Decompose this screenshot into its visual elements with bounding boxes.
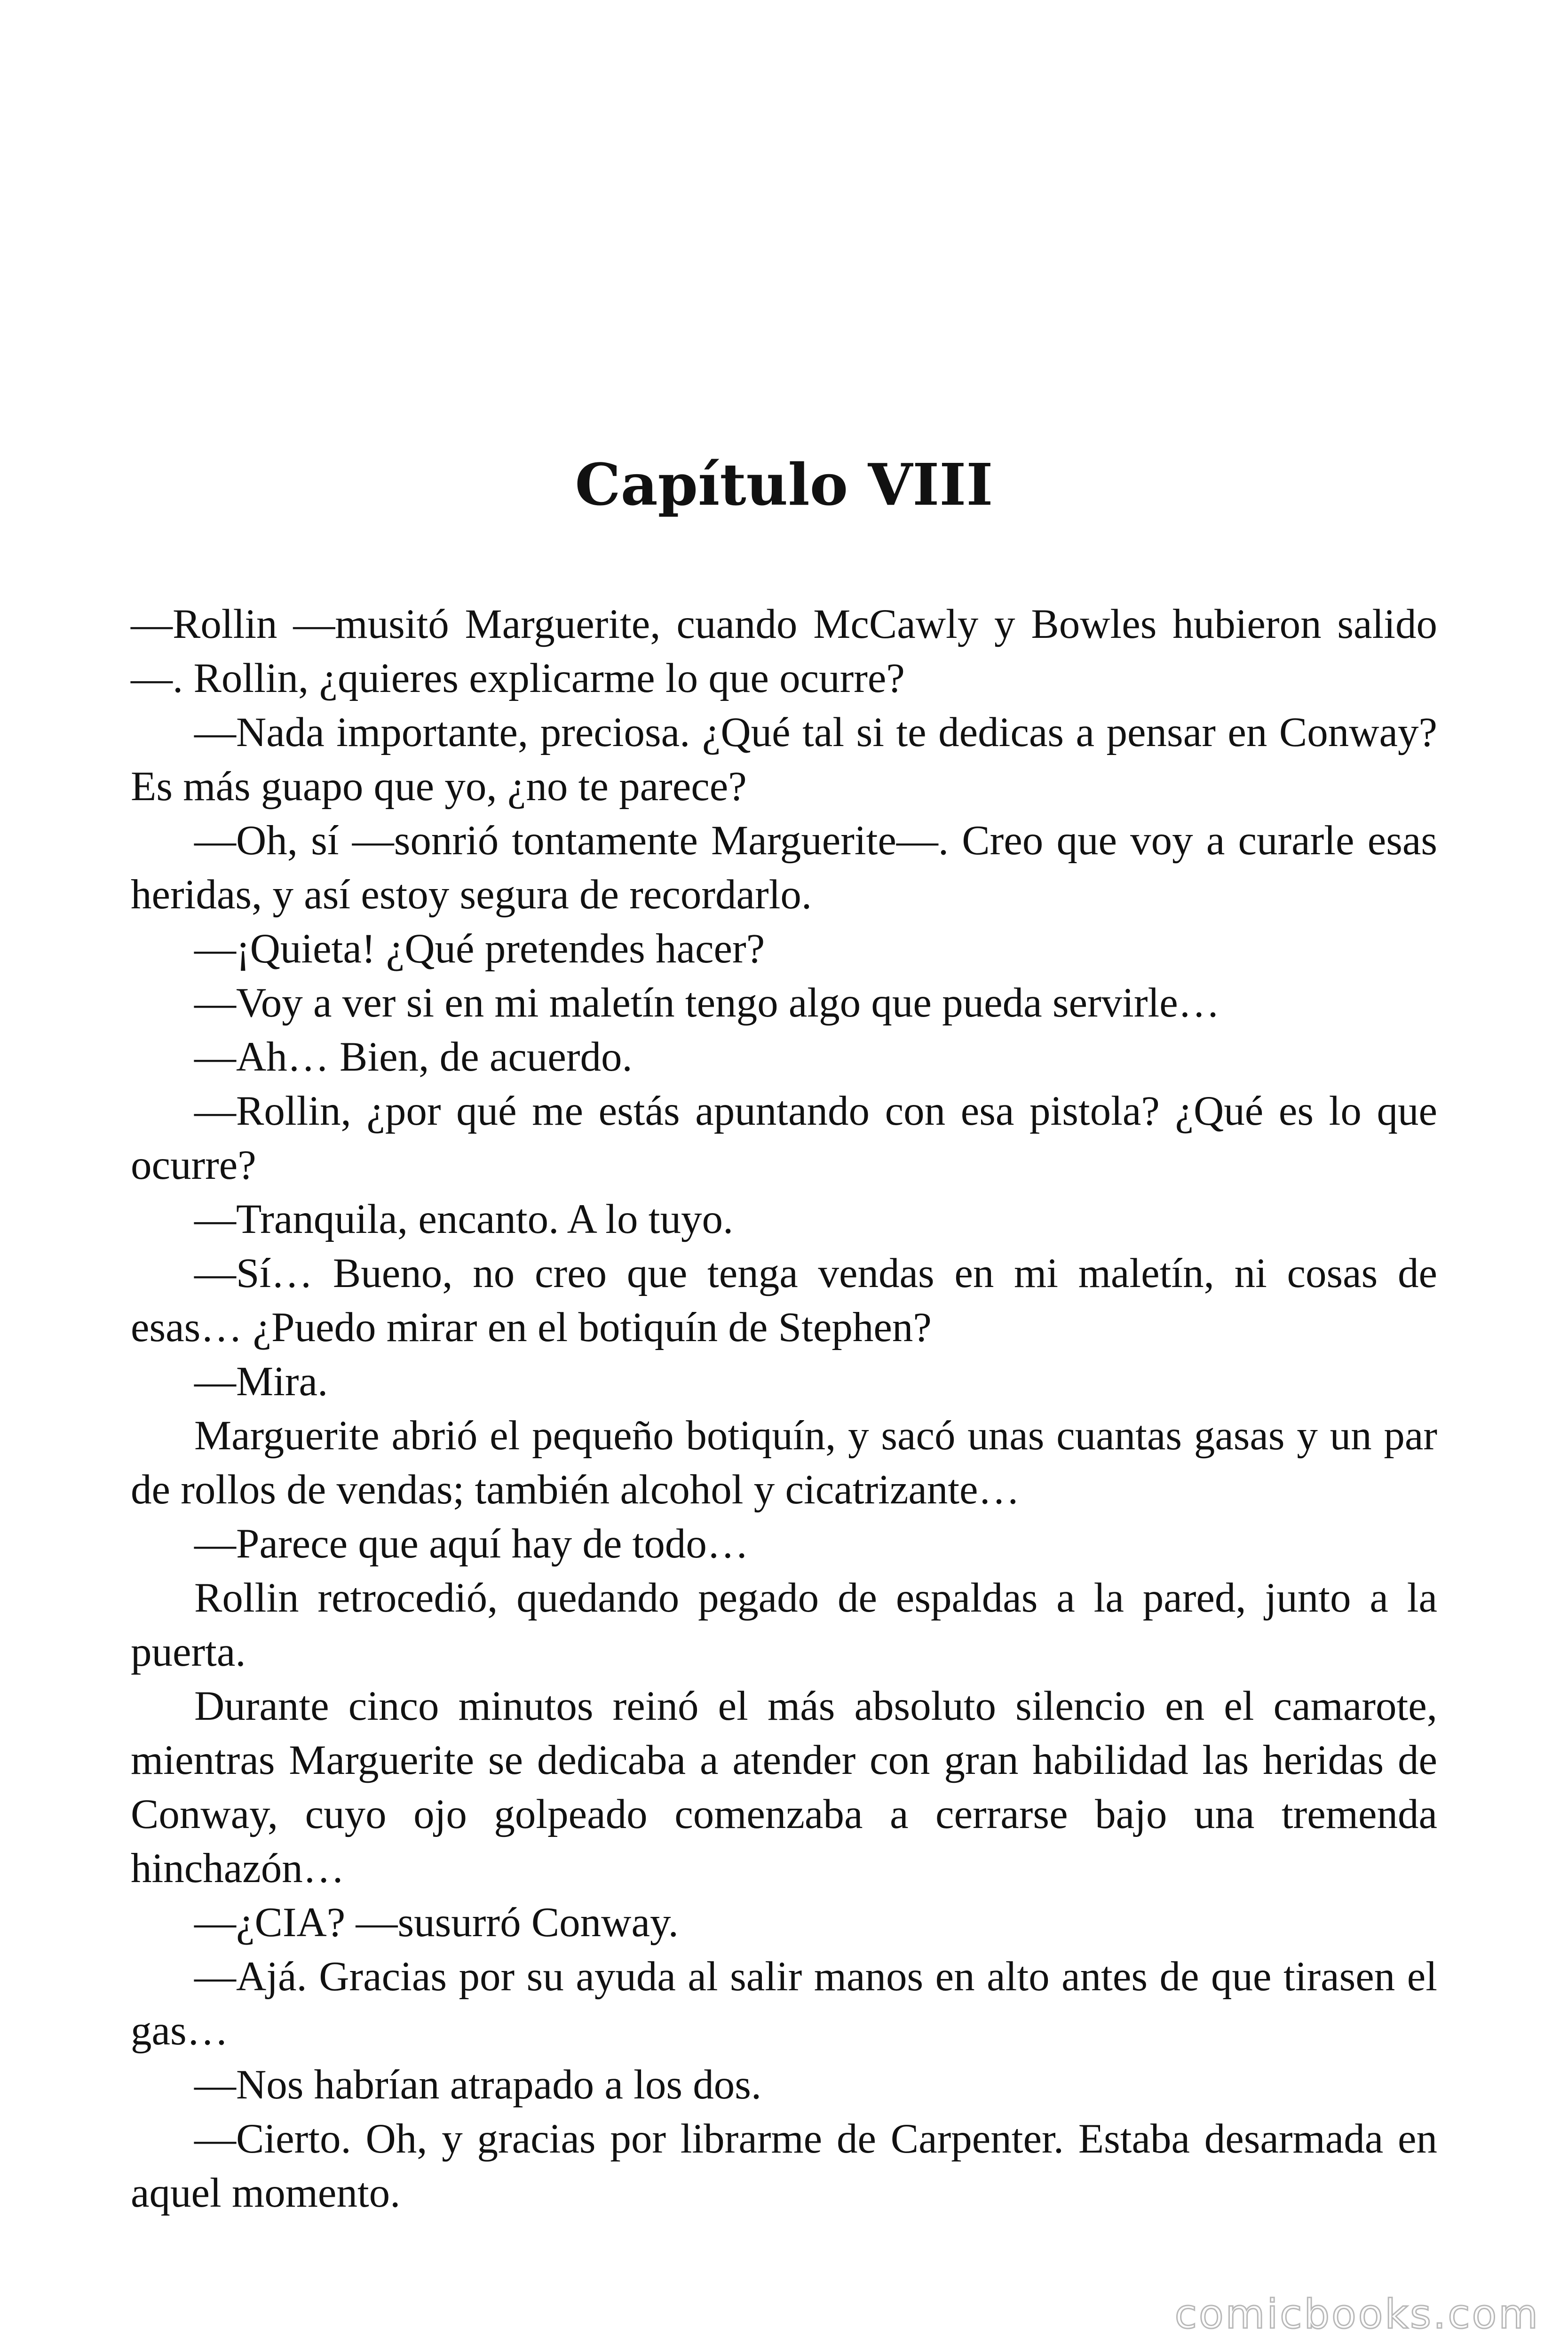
paragraph: —Mira. xyxy=(194,1359,328,1405)
paragraph: —¿CIA? —susurró Conway. xyxy=(194,1899,679,1946)
paragraph: —Rollin, ¿por qué me estás apuntando con esa pistola? ¿Qué es lo que ocurre? xyxy=(131,1088,1437,1188)
paragraph: —Nada importante, preciosa. ¿Qué tal si te dedicas a pensar en Conway? Es más guapo que yo, ¿no te parece? xyxy=(131,709,1437,810)
chapter-title: Capítulo VIII xyxy=(575,451,993,518)
chapter-body xyxy=(131,597,1437,2220)
paragraph: —Rollin —musitó Marguerite, cuando McCawly y Bowles hubieron salido—. Rollin, ¿quieres explicarme lo que ocurre? xyxy=(131,601,1437,701)
paragraph: —Nos habrían atrapado a los dos. xyxy=(194,2062,762,2108)
paragraph: —Parece que aquí hay de todo… xyxy=(194,1521,749,1567)
paragraph: —¡Quieta! ¿Qué pretendes hacer? xyxy=(194,926,765,972)
paragraph: —Tranquila, encanto. A lo tuyo. xyxy=(194,1196,734,1242)
paragraph: —Voy a ver si en mi maletín tengo algo que pueda servirle… xyxy=(194,980,1220,1026)
paragraph: —Oh, sí —sonrió tontamente Marguerite—. Creo que voy a curarle esas heridas, y así estoy segura de recordarlo. xyxy=(131,818,1437,918)
watermark: comicbooks.com xyxy=(1174,2291,1540,2338)
paragraph: Rollin retrocedió, quedando pegado de espaldas a la pared, junto a la puerta. xyxy=(131,1575,1437,1675)
paragraph: —Sí… Bueno, no creo que tenga vendas en mi maletín, ni cosas de esas… ¿Puedo mirar en el botiquín de Stephen? xyxy=(131,1250,1437,1351)
paragraph: —Ajá. Gracias por su ayuda al salir manos en alto antes de que tirasen el gas… xyxy=(131,1954,1437,2054)
paragraph: Durante cinco minutos reinó el más absoluto silencio en el camarote, mientras Marguerite se dedicaba a atender con gran habilidad las heridas de Conway, cuyo ojo golpeado comenzaba a cerrarse bajo una tremenda hinchazón… xyxy=(131,1683,1437,1891)
paragraph: Marguerite abrió el pequeño botiquín, y sacó unas cuantas gasas y un par de rollos de vendas; también alcohol y cicatrizante… xyxy=(131,1413,1437,1513)
paragraph: —Cierto. Oh, y gracias por librarme de Carpenter. Estaba desarmada en aquel momento. xyxy=(131,2116,1437,2216)
paragraph: —Ah… Bien, de acuerdo. xyxy=(194,1034,633,1080)
